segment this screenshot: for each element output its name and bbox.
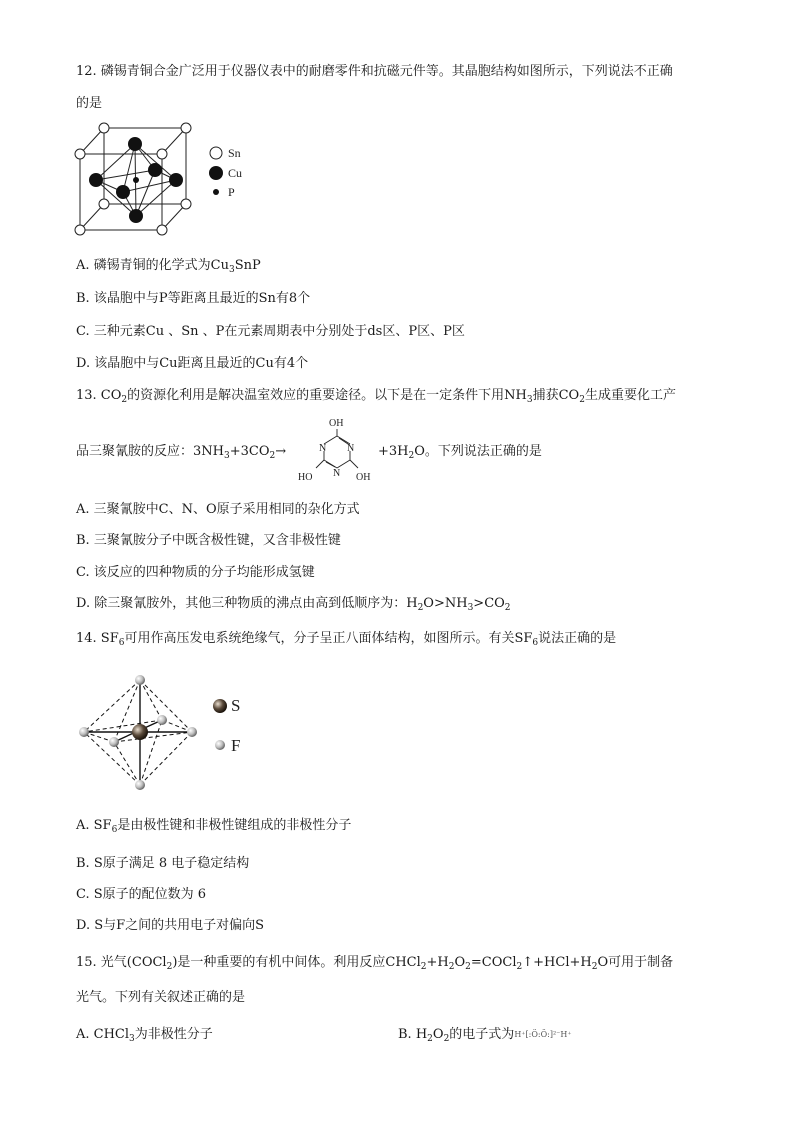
legend-p-symbol xyxy=(213,189,219,195)
cu-atom xyxy=(169,173,183,187)
f-atom xyxy=(187,727,197,737)
q14-stem: 14. $SF_6$可用作高压发电系统绝缘气，分子呈正八面体结构，如图所示。有关$SF_6$说法正确的是 xyxy=(76,631,617,648)
q13-option-c: C. 该反应的四种物质的分子均能形成氢键 xyxy=(76,565,315,580)
q15-option-a: A. CHCl$_3$为非极性分子 xyxy=(76,1027,213,1044)
legend-sn-symbol xyxy=(210,147,222,159)
q13-option-b: B. 三聚氰胺分子中既含极性键，又含非极性键 xyxy=(76,533,341,548)
q13-reaction-right: $+3H_2O$。下列说法正确的是 xyxy=(378,444,542,461)
q12-option-b: B. 该晶胞中与P等距离且最近的Sn有8个 xyxy=(76,291,311,306)
s-atom xyxy=(132,724,148,740)
melamine-oh-right: OH xyxy=(356,472,371,483)
sf6-octahedron-figure xyxy=(76,670,256,795)
melamine-n-right: N xyxy=(347,443,355,454)
melamine-n-left: N xyxy=(319,443,327,454)
legend-cu-label: Cu xyxy=(228,166,243,180)
q13-option-a: A. 三聚氰胺中C、N、O原子采用相同的杂化方式 xyxy=(76,502,360,517)
melamine-oh-top: OH xyxy=(329,418,344,429)
melamine-structure xyxy=(292,414,382,490)
legend-p-label: P xyxy=(228,185,235,199)
q14-option-b: B. S原子满足 8 电子稳定结构 xyxy=(76,856,250,871)
cu-atom xyxy=(116,185,130,199)
legend-sn-label: Sn xyxy=(228,146,241,160)
sn-atom xyxy=(157,225,167,235)
legend-s-label: S xyxy=(231,696,241,715)
sn-atom xyxy=(99,123,109,133)
q14-option-a: A. $SF_6$是由极性键和非极性键组成的非极性分子 xyxy=(76,818,352,835)
q14-option-c: C. S原子的配位数为 6 xyxy=(76,887,207,902)
h2o2-electron-formula: H⁺[:Ö:Ö:]²⁻H⁺ xyxy=(514,1030,572,1039)
melamine-ho-left: HO xyxy=(298,472,313,483)
q14-option-d: D. S与F之间的共用电子对偏向S xyxy=(76,918,265,933)
q15-stem-line2: 光气。下列有关叙述正确的是 xyxy=(76,990,246,1005)
sn-atom xyxy=(157,149,167,159)
cu-atom xyxy=(148,163,162,177)
f-atom xyxy=(79,727,89,737)
p-atom xyxy=(133,177,139,183)
q13-reaction-left: 品三聚氰胺的反应：$3NH_3+3CO_2\to$ xyxy=(76,444,287,461)
sn-atom xyxy=(181,123,191,133)
legend-f-symbol xyxy=(215,740,225,750)
cu-atom xyxy=(89,173,103,187)
f-atom xyxy=(135,780,145,790)
sn-atom xyxy=(181,199,191,209)
q12-option-a: A. 磷锡青铜的化学式为$Cu_3SnP$ xyxy=(76,258,261,275)
legend-f-label: F xyxy=(231,736,241,755)
q12-option-d: D. 该晶胞中与Cu距离且最近的Cu有4个 xyxy=(76,356,309,371)
sn-atom xyxy=(75,149,85,159)
q12-stem-line1: 12. 磷锡青铜合金广泛用于仪器仪表中的耐磨零件和抗磁元件等。其晶胞结构如图所示，下列说法不正确 xyxy=(76,64,673,79)
q15-option-b: B. $H_2O_2$的电子式为H⁺[:Ö:Ö:]²⁻H⁺ xyxy=(398,1027,572,1044)
cu-atom xyxy=(128,137,142,151)
melamine-n-bottom: N xyxy=(333,468,341,479)
q13-option-d: D. 除三聚氰胺外，其他三种物质的沸点由高到低顺序为：$H_2O>NH_3>CO_2$ xyxy=(76,596,511,613)
sn-atom xyxy=(75,225,85,235)
q12-stem-line2: 的是 xyxy=(76,96,103,111)
legend-cu-symbol xyxy=(209,166,223,180)
sn-atom xyxy=(99,199,109,209)
q13-stem-line1: 13. $CO_2$的资源化利用是解决温室效应的重要途径。以下是在一定条件下用$NH_3$捕获$CO_2$生成重要化工产 xyxy=(76,388,676,405)
f-atom xyxy=(157,715,167,725)
legend-s-symbol xyxy=(213,699,227,713)
f-atom xyxy=(135,675,145,685)
q12-option-c: C. 三种元素Cu 、Sn 、P在元素周期表中分别处于ds区、P区、P区 xyxy=(76,324,465,339)
q15-stem-line1: 15. 光气(COCl$_2$)是一种重要的有机中间体。利用反应$CHCl_2+H_2O_2=COCl_2↑+HCl+H_2O$可用于制备 xyxy=(76,955,674,972)
q12-crystal-cell-figure xyxy=(72,122,252,237)
cu-atom xyxy=(129,209,143,223)
f-atom xyxy=(109,737,119,747)
